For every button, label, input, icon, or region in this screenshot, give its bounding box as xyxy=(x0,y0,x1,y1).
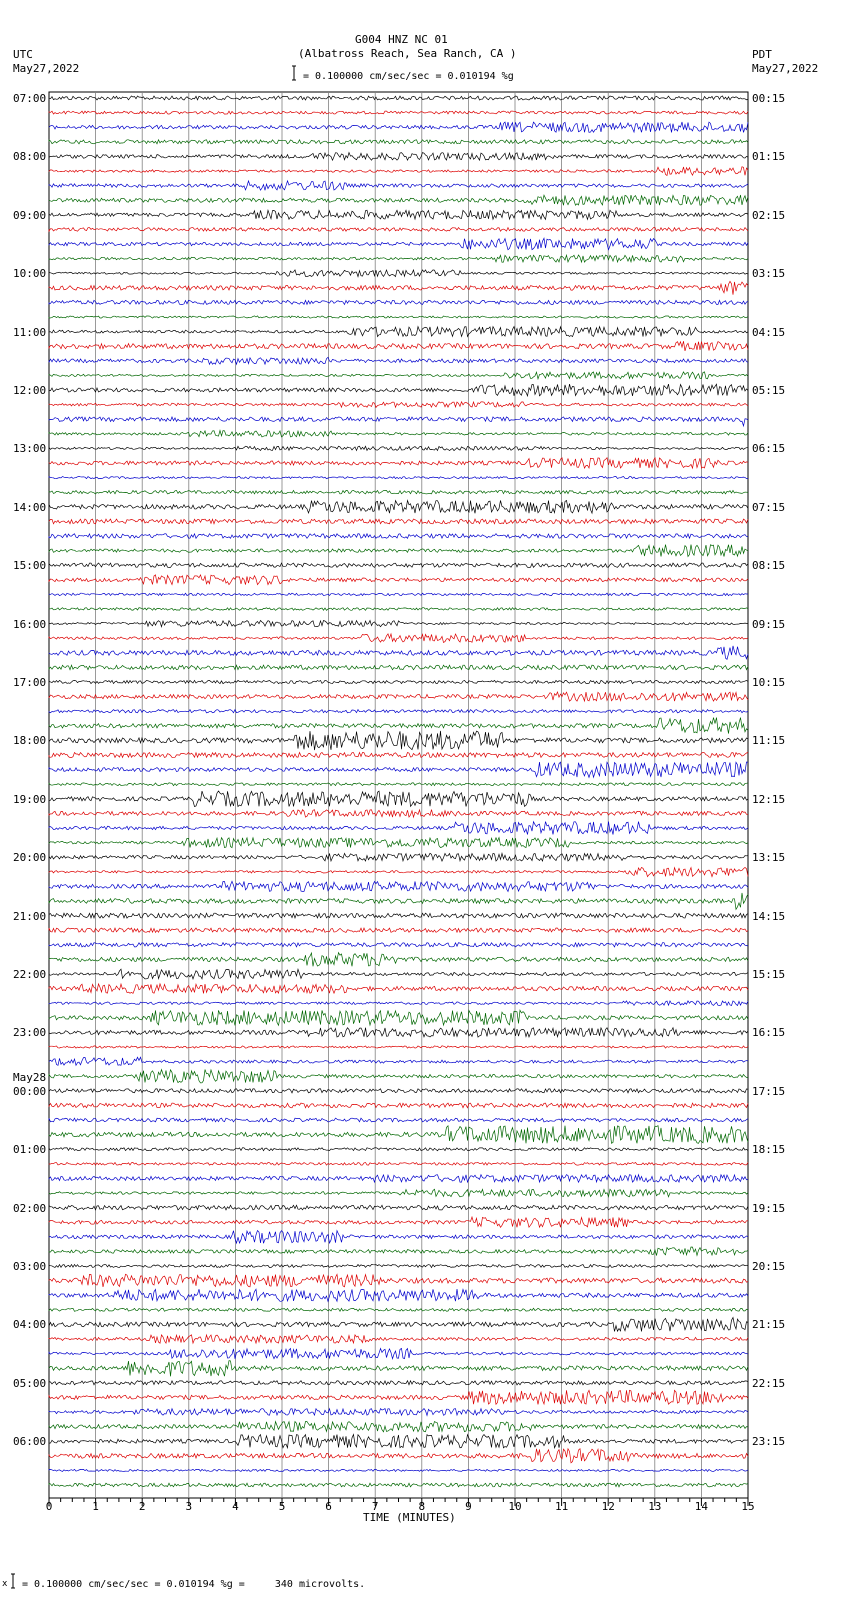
seismic-trace xyxy=(49,1089,748,1093)
left-hour-label: 07:00 xyxy=(13,92,47,105)
seismic-trace xyxy=(49,822,748,835)
seismic-trace xyxy=(49,1469,748,1471)
x-tick-label: 4 xyxy=(232,1500,239,1513)
seismic-trace xyxy=(49,281,748,294)
seismic-trace xyxy=(49,96,748,100)
left-hour-label: 10:00 xyxy=(13,267,47,281)
seismic-trace xyxy=(49,270,748,277)
seismic-trace xyxy=(49,1265,748,1268)
seismic-trace xyxy=(49,1231,748,1244)
seismic-trace xyxy=(49,783,748,786)
seismic-trace xyxy=(49,431,748,437)
seismic-trace xyxy=(49,953,748,967)
seismic-trace xyxy=(49,1449,748,1463)
right-hour-label: 09:15 xyxy=(752,617,786,631)
right-date: May27,2022 xyxy=(752,62,819,75)
right-hour-label: 03:15 xyxy=(752,267,786,281)
seismic-trace xyxy=(49,327,748,337)
seismic-trace xyxy=(49,372,748,379)
seismic-trace xyxy=(49,1217,748,1227)
seismic-trace xyxy=(49,913,748,918)
right-hour-label: 18:15 xyxy=(752,1143,786,1157)
seismic-trace xyxy=(49,928,748,932)
right-hour-label: 06:15 xyxy=(752,442,786,456)
seismic-trace xyxy=(49,1435,748,1448)
seismic-trace xyxy=(49,417,748,426)
right-hour-label: 11:15 xyxy=(752,734,786,748)
seismic-trace xyxy=(49,881,748,891)
x-tick-label: 8 xyxy=(418,1500,426,1513)
right-hour-label: 07:15 xyxy=(752,500,786,514)
seismic-trace xyxy=(49,300,748,304)
right-hour-label: 05:15 xyxy=(752,384,786,397)
left-hour-label: 14:00 xyxy=(13,500,47,514)
left-hour-label: 08:00 xyxy=(13,150,47,164)
seismic-trace xyxy=(49,446,748,450)
seismic-trace xyxy=(49,500,748,513)
left-hour-label: 09:00 xyxy=(13,208,47,222)
station-title: G004 HNZ NC 01 xyxy=(355,33,448,46)
left-hour-label: 01:00 xyxy=(13,1143,47,1157)
right-hour-label: 01:15 xyxy=(752,150,786,164)
seismic-trace xyxy=(49,608,748,611)
x-axis-label: TIME (MINUTES) xyxy=(363,1511,456,1524)
seismic-trace xyxy=(49,1148,748,1151)
seismic-trace xyxy=(49,665,748,670)
x-tick-label: 10 xyxy=(508,1500,522,1513)
x-tick-label: 11 xyxy=(555,1500,569,1513)
right-hour-label: 19:15 xyxy=(752,1201,786,1215)
seismic-trace xyxy=(49,762,748,777)
seismic-trace xyxy=(49,1318,748,1332)
seismic-trace xyxy=(49,1361,748,1377)
right-hour-label: 20:15 xyxy=(752,1260,786,1273)
seismic-trace xyxy=(49,692,748,701)
left-hour-label: 16:00 xyxy=(13,617,47,631)
right-hour-label: 08:15 xyxy=(752,559,786,573)
seismic-trace xyxy=(49,341,748,351)
seismic-trace xyxy=(49,195,748,205)
seismic-trace xyxy=(49,1349,748,1359)
seismic-trace xyxy=(49,1103,748,1108)
left-hour-label: 19:00 xyxy=(13,792,47,806)
seismic-trace xyxy=(49,984,748,994)
right-hour-label: 00:15 xyxy=(752,92,786,105)
seismic-trace xyxy=(49,153,748,161)
seismic-trace xyxy=(49,943,748,947)
left-hour-label: 02:00 xyxy=(13,1201,47,1215)
left-hour-label: 21:00 xyxy=(13,909,47,923)
right-hour-label: 23:15 xyxy=(752,1435,786,1449)
left-hour-label: 13:00 xyxy=(13,442,47,456)
seismic-trace xyxy=(49,1422,748,1432)
footer-scale-note: = 0.100000 cm/sec/sec = 0.010194 %g = 340 microvolts. xyxy=(22,1579,366,1590)
seismic-trace xyxy=(49,534,748,539)
seismic-trace xyxy=(49,868,748,877)
seismic-trace xyxy=(49,1189,748,1197)
seismic-trace xyxy=(49,1118,748,1122)
seismic-trace xyxy=(49,753,748,758)
left-hour-label: 18:00 xyxy=(13,734,47,748)
right-hour-label: 04:15 xyxy=(752,325,786,339)
x-tick-label: 7 xyxy=(371,1500,379,1513)
seismic-trace xyxy=(49,1409,748,1416)
seismic-trace xyxy=(49,238,748,249)
seismic-trace xyxy=(49,111,748,114)
seismic-trace xyxy=(49,893,748,909)
seismic-trace xyxy=(49,316,748,318)
seismic-trace xyxy=(49,1163,748,1166)
seismic-trace xyxy=(49,1390,748,1404)
seismic-trace xyxy=(49,563,748,567)
seismic-trace xyxy=(49,255,748,262)
seismic-trace xyxy=(49,718,748,734)
seismic-trace xyxy=(49,1010,748,1025)
right-hour-label: 15:15 xyxy=(752,968,786,981)
x-tick-label: 6 xyxy=(325,1500,332,1513)
x-tick-label: 12 xyxy=(601,1500,615,1513)
left-hour-label: 11:00 xyxy=(13,325,47,339)
seismic-trace xyxy=(49,1289,748,1301)
right-hour-label: 12:15 xyxy=(752,792,786,806)
left-date: May27,2022 xyxy=(13,62,80,75)
left-hour-label: 17:00 xyxy=(13,676,47,689)
seismic-trace xyxy=(49,853,748,861)
seismic-trace xyxy=(49,1381,748,1385)
date-change-label: May28 xyxy=(13,1070,47,1084)
seismic-trace xyxy=(49,210,748,219)
left-hour-label: 03:00 xyxy=(13,1260,47,1273)
seismic-trace xyxy=(49,969,748,979)
seismic-trace xyxy=(49,357,748,364)
left-hour-label: 15:00 xyxy=(13,559,47,573)
footer-marker: x xyxy=(2,1579,8,1589)
seismic-trace xyxy=(49,122,748,132)
right-hour-label: 17:15 xyxy=(752,1084,786,1098)
seismic-trace xyxy=(49,491,748,494)
x-tick-label: 2 xyxy=(138,1500,146,1513)
seismic-trace xyxy=(49,634,748,643)
seismic-trace xyxy=(49,1175,748,1183)
left-timezone: UTC xyxy=(13,48,33,61)
seismic-trace xyxy=(49,477,748,479)
seismic-trace xyxy=(49,228,748,232)
seismic-trace xyxy=(49,1046,748,1048)
left-hour-label: 22:00 xyxy=(13,968,47,981)
seismic-trace xyxy=(49,680,748,683)
x-tick-label: 5 xyxy=(278,1500,286,1513)
seismic-trace xyxy=(49,1308,748,1311)
right-hour-label: 02:15 xyxy=(752,208,786,222)
seismic-trace xyxy=(49,1247,748,1256)
left-hour-label: 12:00 xyxy=(13,384,47,397)
seismic-trace xyxy=(49,519,748,524)
left-hour-label: 05:00 xyxy=(13,1376,47,1390)
seismic-trace xyxy=(49,731,748,750)
x-tick-label: 9 xyxy=(465,1500,472,1513)
x-tick-label: 1 xyxy=(92,1500,99,1513)
seismic-trace xyxy=(49,402,748,408)
scale-note: = 0.100000 cm/sec/sec = 0.010194 %g xyxy=(303,71,514,82)
seismic-trace xyxy=(49,140,748,144)
x-tick-label: 13 xyxy=(648,1500,662,1513)
x-tick-label: 14 xyxy=(694,1500,709,1513)
seismic-trace xyxy=(49,791,748,807)
seismic-trace xyxy=(49,810,748,818)
right-timezone: PDT xyxy=(752,48,772,61)
seismic-trace xyxy=(49,458,748,468)
left-hour-label: 20:00 xyxy=(13,851,47,865)
right-hour-label: 22:15 xyxy=(752,1376,786,1390)
x-tick-label: 15 xyxy=(741,1500,755,1513)
left-hour-label: 04:00 xyxy=(13,1318,47,1332)
seismic-trace xyxy=(49,1070,748,1083)
seismic-trace xyxy=(49,181,748,190)
seismic-trace xyxy=(49,710,748,713)
seismic-trace xyxy=(49,575,748,585)
right-hour-label: 14:15 xyxy=(752,909,786,923)
seismic-trace xyxy=(49,838,748,848)
left-hour-label: 06:00 xyxy=(13,1435,47,1449)
seismic-trace xyxy=(49,1274,748,1287)
right-hour-label: 16:15 xyxy=(752,1026,786,1040)
seismic-trace xyxy=(49,1057,748,1065)
left-hour-label: 23:00 xyxy=(13,1026,47,1040)
station-location: (Albatross Reach, Sea Ranch, CA ) xyxy=(298,47,517,60)
seismic-trace xyxy=(49,621,748,627)
right-hour-label: 13:15 xyxy=(752,851,786,865)
seismic-trace xyxy=(49,167,748,176)
seismic-trace xyxy=(49,593,748,595)
seismic-trace xyxy=(49,1205,748,1210)
seismic-trace xyxy=(49,1001,748,1006)
seismic-trace xyxy=(49,384,748,396)
seismic-trace xyxy=(49,545,748,557)
right-hour-label: 21:15 xyxy=(752,1318,786,1332)
left-hour-label: 00:00 xyxy=(13,1084,47,1098)
seismic-trace xyxy=(49,1028,748,1037)
x-tick-label: 0 xyxy=(45,1500,53,1513)
right-hour-label: 10:15 xyxy=(752,676,786,689)
seismic-trace xyxy=(49,1335,748,1343)
seismic-trace xyxy=(49,646,748,660)
seismic-trace xyxy=(49,1126,748,1144)
x-tick-label: 3 xyxy=(185,1500,193,1513)
seismic-trace xyxy=(49,1483,748,1487)
